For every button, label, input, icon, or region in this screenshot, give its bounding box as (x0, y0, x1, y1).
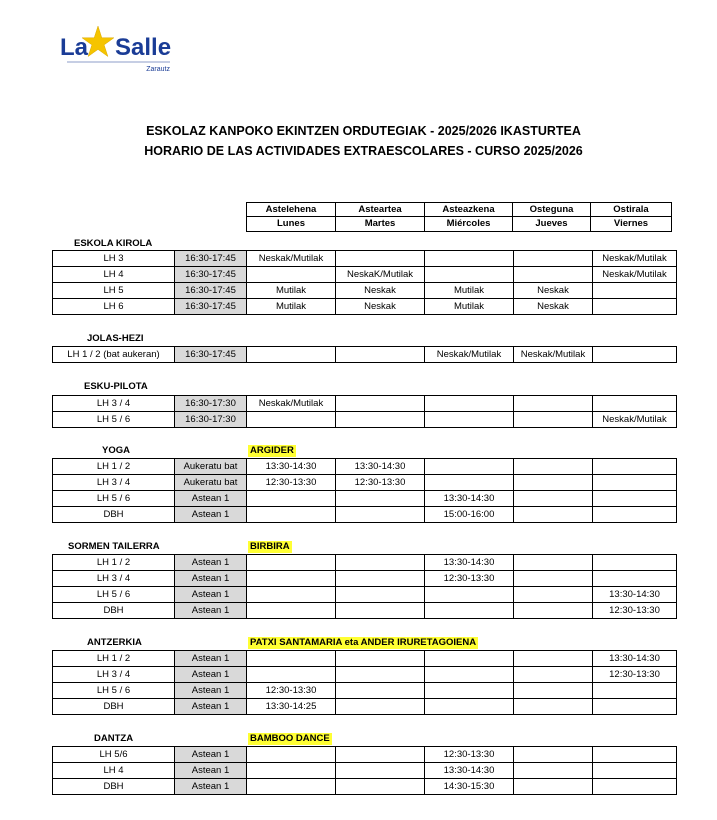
day-cell (514, 603, 593, 619)
day-cell (425, 603, 514, 619)
table-row (53, 507, 677, 523)
schedule-table (52, 650, 677, 715)
day-cell (425, 396, 514, 412)
day-cell (425, 587, 514, 603)
group-cell: LH 5 (53, 283, 175, 299)
time-cell: Astean 1 (175, 763, 247, 779)
table-row (53, 571, 677, 587)
day-cell: Neskak/Mutilak (593, 251, 677, 267)
title-spanish: HORARIO DE LAS ACTIVIDADES EXTRAESCOLARES - CURSO 2025/2026 (144, 144, 583, 158)
day-cell (336, 779, 425, 795)
day-cell: 12:30-13:30 (593, 667, 677, 683)
day-cell (336, 491, 425, 507)
day-cell (336, 587, 425, 603)
group-cell: DBH (53, 603, 175, 619)
day-cell (247, 587, 336, 603)
day-cell: 13:30-14:25 (247, 699, 336, 715)
day-cell: Neskak (336, 299, 425, 315)
day-cell (425, 412, 514, 428)
day-cell (336, 667, 425, 683)
group-cell: LH 3 (53, 251, 175, 267)
day-cell: Mutilak (247, 299, 336, 315)
day-cell (336, 699, 425, 715)
logo-location: Zarautz (146, 66, 170, 73)
days-header-basque (246, 202, 676, 217)
day-cell (514, 651, 593, 667)
day-cell: 13:30-14:30 (336, 459, 425, 475)
day-header-cell: Miércoles (424, 217, 513, 232)
time-cell: Astean 1 (175, 491, 247, 507)
day-cell (514, 667, 593, 683)
instructor-label: ARGIDER (250, 445, 294, 456)
day-cell: NeskaK/Mutilak (336, 267, 425, 283)
time-cell: 16:30-17:30 (175, 412, 247, 428)
day-cell (425, 651, 514, 667)
day-cell (247, 507, 336, 523)
table-row (53, 396, 677, 412)
day-cell (336, 683, 425, 699)
day-cell (593, 491, 677, 507)
time-cell: Aukeratu bat (175, 475, 247, 491)
day-cell (247, 412, 336, 428)
day-cell (593, 347, 677, 363)
day-cell (336, 251, 425, 267)
day-cell (514, 779, 593, 795)
day-cell (247, 603, 336, 619)
time-cell: 16:30-17:45 (175, 267, 247, 283)
day-cell (336, 651, 425, 667)
time-cell: Astean 1 (175, 555, 247, 571)
day-cell: 12:30-13:30 (336, 475, 425, 491)
day-cell (336, 347, 425, 363)
day-header-cell: Viernes (590, 217, 672, 232)
time-cell: Astean 1 (175, 683, 247, 699)
la-salle-logo-graphic (60, 22, 180, 74)
group-cell: LH 5 / 6 (53, 683, 175, 699)
section-title: SORMEN TAILERRA (68, 541, 160, 552)
day-cell (425, 699, 514, 715)
day-cell (514, 699, 593, 715)
day-cell: Mutilak (425, 299, 514, 315)
day-cell (514, 267, 593, 283)
table-row (53, 555, 677, 571)
day-cell (425, 683, 514, 699)
table-row (53, 491, 677, 507)
day-cell: 12:30-13:30 (425, 571, 514, 587)
day-header-cell: Lunes (246, 217, 336, 232)
day-cell (247, 267, 336, 283)
days-header-spanish (246, 217, 676, 232)
day-cell: Neskak/Mutilak (593, 267, 677, 283)
day-cell (514, 507, 593, 523)
instructor-label: PATXI SANTAMARIA eta ANDER IRURETAGOIENA (250, 637, 477, 648)
day-cell (593, 699, 677, 715)
day-cell (514, 396, 593, 412)
group-cell: LH 4 (53, 763, 175, 779)
section-title: ESKOLA KIROLA (74, 238, 153, 249)
day-cell (247, 555, 336, 571)
day-cell: 13:30-14:30 (593, 651, 677, 667)
day-cell (247, 571, 336, 587)
table-row (53, 267, 677, 283)
day-cell: Neskak/Mutilak (425, 347, 514, 363)
title-basque: ESKOLAZ KANPOKO EKINTZEN ORDUTEGIAK - 2025/2026 IKASTURTEA (146, 124, 581, 138)
day-header-cell: Ostirala (590, 202, 672, 217)
day-header-cell: Asteartea (335, 202, 425, 217)
day-cell (425, 667, 514, 683)
day-cell (247, 491, 336, 507)
day-cell (593, 396, 677, 412)
day-cell: Neskak/Mutilak (514, 347, 593, 363)
schedule-table (52, 554, 677, 619)
day-cell (514, 412, 593, 428)
day-cell (593, 475, 677, 491)
section-title: ANTZERKIA (87, 637, 142, 648)
table-row (53, 603, 677, 619)
time-cell: 16:30-17:45 (175, 347, 247, 363)
day-cell (593, 283, 677, 299)
table-row (53, 763, 677, 779)
day-cell: Mutilak (247, 283, 336, 299)
day-cell (514, 683, 593, 699)
table-row (53, 347, 677, 363)
time-cell: Astean 1 (175, 651, 247, 667)
time-cell: Astean 1 (175, 699, 247, 715)
document-title (0, 121, 717, 161)
day-cell: Neskak (514, 283, 593, 299)
time-cell: 16:30-17:45 (175, 283, 247, 299)
day-cell: 13:30-14:30 (247, 459, 336, 475)
section-title: YOGA (102, 445, 130, 456)
time-cell: 16:30-17:45 (175, 251, 247, 267)
schedule-table (52, 746, 677, 795)
time-cell: 16:30-17:45 (175, 299, 247, 315)
table-row (53, 651, 677, 667)
day-cell (514, 587, 593, 603)
table-row (53, 459, 677, 475)
group-cell: LH 3 / 4 (53, 571, 175, 587)
time-cell: 16:30-17:30 (175, 396, 247, 412)
day-cell (514, 555, 593, 571)
day-cell (593, 459, 677, 475)
day-cell (593, 299, 677, 315)
day-cell (247, 651, 336, 667)
section-title: JOLAS-HEZI (87, 333, 144, 344)
schedule-table (52, 346, 677, 363)
day-cell (593, 507, 677, 523)
day-cell (514, 475, 593, 491)
time-cell: Astean 1 (175, 779, 247, 795)
day-cell: 12:30-13:30 (247, 475, 336, 491)
group-cell: LH 1 / 2 (53, 555, 175, 571)
table-row (53, 779, 677, 795)
table-row (53, 412, 677, 428)
day-cell (514, 491, 593, 507)
group-cell: DBH (53, 699, 175, 715)
table-row (53, 587, 677, 603)
group-cell: DBH (53, 507, 175, 523)
day-header-cell: Martes (335, 217, 425, 232)
table-row (53, 475, 677, 491)
svg-text:Salle: Salle (115, 34, 172, 61)
table-row (53, 299, 677, 315)
group-cell: LH 1 / 2 (53, 651, 175, 667)
group-cell: LH 3 / 4 (53, 396, 175, 412)
day-header-cell: Astelehena (246, 202, 336, 217)
day-cell: 13:30-14:30 (425, 763, 514, 779)
table-row (53, 699, 677, 715)
day-header-cell: Osteguna (512, 202, 591, 217)
table-row (53, 667, 677, 683)
day-cell: Neskak/Mutilak (247, 396, 336, 412)
day-cell (425, 475, 514, 491)
day-cell (247, 747, 336, 763)
day-cell (247, 763, 336, 779)
time-cell: Astean 1 (175, 667, 247, 683)
day-cell: 12:30-13:30 (593, 603, 677, 619)
day-cell (336, 747, 425, 763)
time-cell: Astean 1 (175, 507, 247, 523)
day-cell (593, 555, 677, 571)
section-title: DANTZA (94, 733, 134, 744)
group-cell: LH 4 (53, 267, 175, 283)
group-cell: LH 1 / 2 (53, 459, 175, 475)
days-header (246, 202, 676, 232)
day-cell (336, 603, 425, 619)
day-cell (514, 571, 593, 587)
schedule-table (52, 458, 677, 523)
day-cell (247, 347, 336, 363)
time-cell: Astean 1 (175, 587, 247, 603)
day-cell (336, 555, 425, 571)
day-cell (425, 459, 514, 475)
group-cell: LH 1 / 2 (bat aukeran) (53, 347, 175, 363)
time-cell: Astean 1 (175, 603, 247, 619)
schedule-table (52, 395, 677, 428)
day-cell (247, 667, 336, 683)
day-cell: 12:30-13:30 (425, 747, 514, 763)
group-cell: LH 5 / 6 (53, 491, 175, 507)
day-cell (247, 779, 336, 795)
day-cell: Neskak/Mutilak (247, 251, 336, 267)
time-cell: Astean 1 (175, 747, 247, 763)
table-row (53, 747, 677, 763)
group-cell: LH 5/6 (53, 747, 175, 763)
day-cell: Neskak (336, 283, 425, 299)
schedule-table (52, 250, 677, 315)
group-cell: LH 3 / 4 (53, 667, 175, 683)
day-cell: 13:30-14:30 (593, 587, 677, 603)
day-cell (593, 683, 677, 699)
day-cell: Neskak/Mutilak (593, 412, 677, 428)
group-cell: LH 6 (53, 299, 175, 315)
day-cell (425, 267, 514, 283)
day-cell (593, 779, 677, 795)
day-cell: 15:00-16:00 (425, 507, 514, 523)
table-row (53, 251, 677, 267)
day-cell: Neskak (514, 299, 593, 315)
instructor-label: BAMBOO DANCE (250, 733, 330, 744)
day-cell (514, 763, 593, 779)
day-cell: Mutilak (425, 283, 514, 299)
table-row (53, 283, 677, 299)
day-cell (593, 747, 677, 763)
section-title: ESKU-PILOTA (84, 381, 148, 392)
day-cell: 13:30-14:30 (425, 491, 514, 507)
instructor-label: BIRBIRA (250, 541, 290, 552)
table-row (53, 683, 677, 699)
day-header-cell: Asteazkena (424, 202, 513, 217)
la-salle-logo (60, 22, 180, 74)
group-cell: LH 5 / 6 (53, 587, 175, 603)
time-cell: Aukeratu bat (175, 459, 247, 475)
group-cell: LH 5 / 6 (53, 412, 175, 428)
day-cell (425, 251, 514, 267)
time-cell: Astean 1 (175, 571, 247, 587)
day-cell (514, 747, 593, 763)
svg-text:La: La (60, 34, 89, 61)
day-cell (593, 571, 677, 587)
day-cell (336, 396, 425, 412)
day-cell (336, 571, 425, 587)
day-header-cell: Jueves (512, 217, 591, 232)
group-cell: DBH (53, 779, 175, 795)
day-cell: 12:30-13:30 (247, 683, 336, 699)
day-cell (593, 763, 677, 779)
day-cell (336, 763, 425, 779)
group-cell: LH 3 / 4 (53, 475, 175, 491)
day-cell: 13:30-14:30 (425, 555, 514, 571)
day-cell (514, 459, 593, 475)
day-cell: 14:30-15:30 (425, 779, 514, 795)
day-cell (336, 507, 425, 523)
day-cell (336, 412, 425, 428)
day-cell (514, 251, 593, 267)
